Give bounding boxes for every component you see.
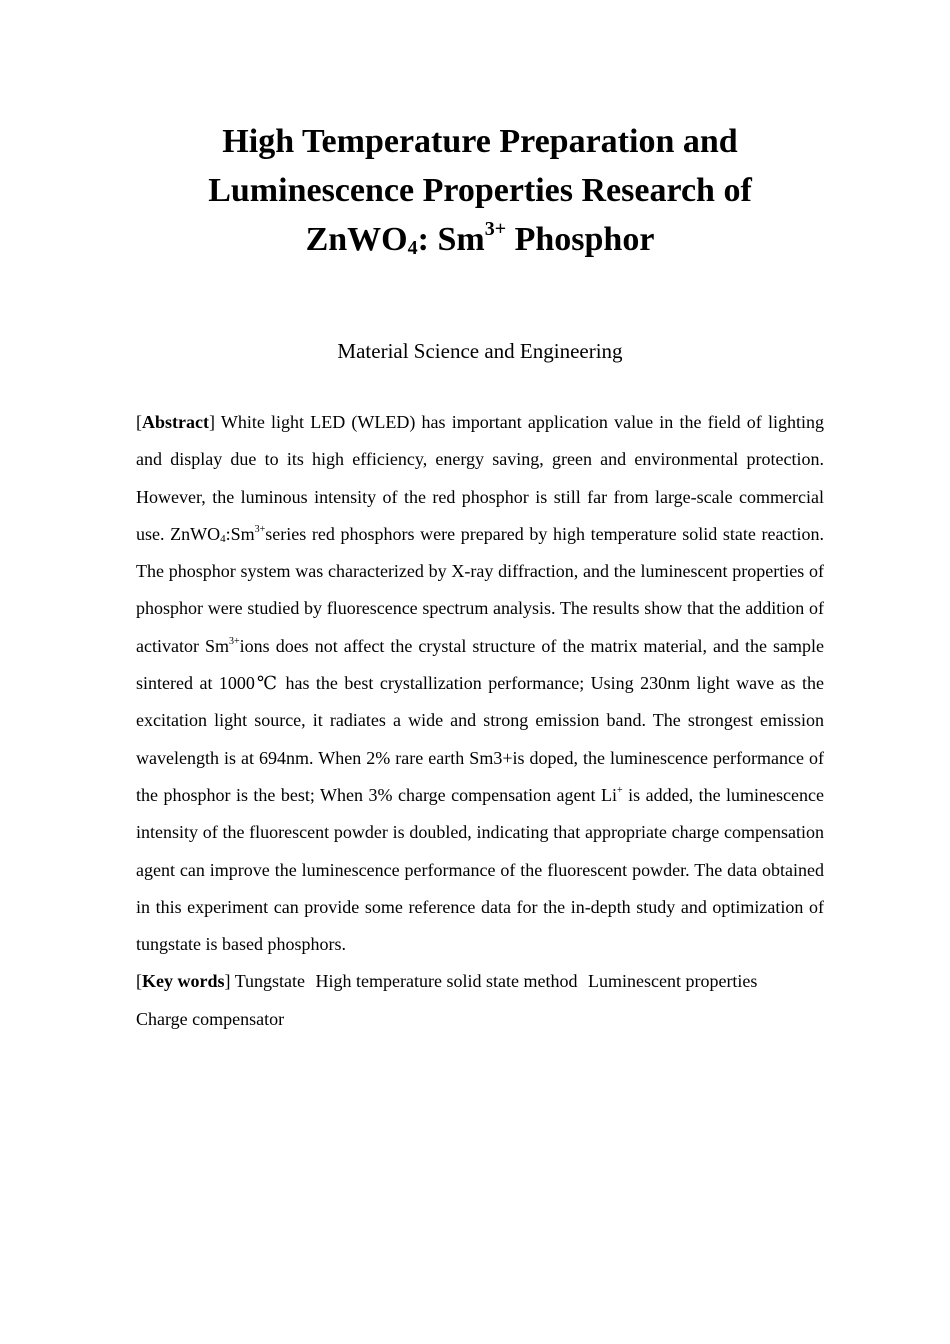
- department-name: Material Science and Engineering: [337, 339, 623, 363]
- title-formula-tail: Phosphor: [506, 221, 655, 258]
- abstract-close-bracket: ]: [208, 412, 215, 432]
- abstract-paragraph: [136, 404, 824, 963]
- title-formula-subscript: 4: [407, 237, 418, 259]
- abstract-superscript-3: +: [617, 784, 623, 796]
- keyword-item: Charge compensator: [136, 1008, 285, 1029]
- abstract-text-4: ions does not affect the crystal structure of the matrix material, and the sample sintered at 1000℃ has the best crystallization performance; Using 230nm light wave as the excitation light source, it radiates a wide and strong emission band. The strongest emission wavelength is at 694nm. When 2% rare earth Sm3+is doped, the luminescence performance of the phosphor is the best; When 3% charge compensation agent Li: [136, 635, 824, 805]
- title-formula-base: ZnWO: [305, 221, 408, 258]
- title-formula-separator: : Sm: [417, 221, 485, 258]
- abstract-text-2: :Sm: [225, 523, 255, 544]
- abstract-superscript-1: 3+: [254, 523, 266, 535]
- keywords-paragraph: [136, 963, 824, 1038]
- abstract-subscript-1: 4: [220, 532, 226, 545]
- keyword-item: Luminescent properties: [587, 971, 758, 992]
- keyword-item: High temperature solid state method: [315, 971, 578, 992]
- paper-title: [150, 117, 810, 264]
- abstract-label: Abstract: [142, 412, 209, 432]
- keywords-close-bracket: ]: [224, 971, 231, 992]
- title-line-1: High Temperature Preparation and: [222, 123, 738, 160]
- title-line-3: [305, 218, 655, 259]
- title-formula-superscript: 3+: [484, 218, 507, 240]
- abstract-superscript-2: 3+: [229, 635, 240, 647]
- abstract-section: [136, 404, 824, 1038]
- abstract-text-1: White light LED (WLED) has important application value in the field of lighting and display due to its high efficiency, energy saving, green and environmental protection. However, the luminous intensity of the red phosphor is still far from large-scale commercial use. ZnWO: [136, 412, 824, 544]
- abstract-open-bracket: [: [136, 412, 142, 432]
- keywords-open-bracket: [: [136, 971, 142, 992]
- abstract-text-3: series red phosphors were prepared by high temperature solid state reaction. The phosphor system was characterized by X-ray diffraction, and the luminescent properties of phosphor were studied by fluorescence spectrum analysis. The results show that the addition of activator Sm: [136, 523, 824, 656]
- abstract-text-5: is added, the luminescence intensity of the fluorescent powder is doubled, indicating that appropriate charge compensation agent can improve the luminescence performance of the fluorescent powder. The data obtained in this experiment can provide some reference data for the in-depth study and optimization of tungstate is based phosphors.: [136, 784, 825, 955]
- title-line-2: Luminescence Properties Research of: [208, 172, 752, 209]
- keywords-label: Key words: [142, 971, 225, 992]
- keyword-item: Tungstate: [234, 971, 306, 992]
